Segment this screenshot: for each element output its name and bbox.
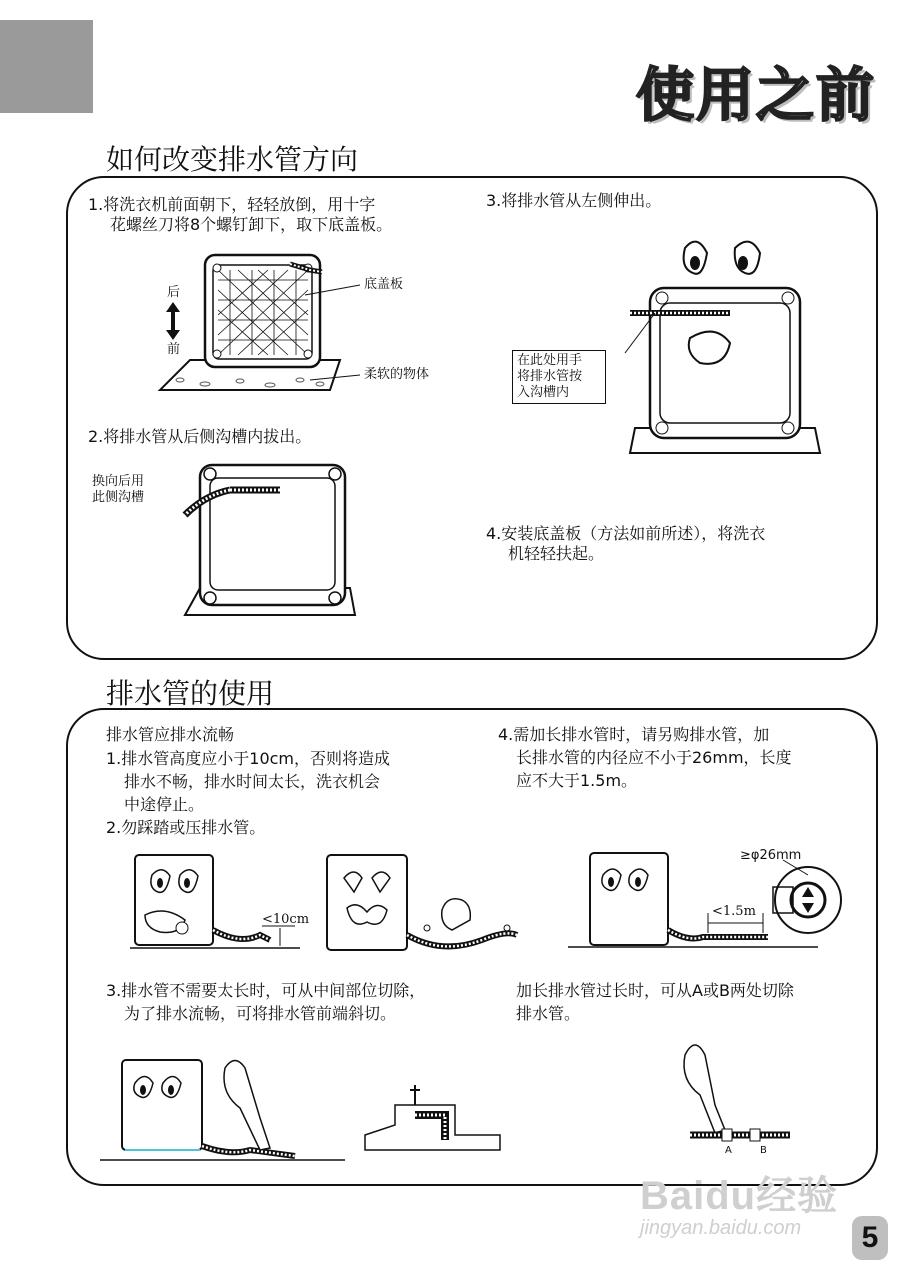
item1-line1: 1.排水管高度应小于10cm，否则将造成 (106, 749, 391, 768)
figure-extension-hose (568, 845, 848, 955)
callout2-line1: 换向后用 (92, 474, 145, 489)
item4-line3: 应不大于1.5m。 (516, 771, 638, 790)
figure-no-stepping (322, 850, 522, 960)
step2: 2.将排水管从后侧沟槽内拔出。 (88, 427, 312, 446)
label-length: <1.5m (712, 904, 756, 919)
figure-height-limit (130, 850, 305, 950)
callout3-line2: 将排水管按 (517, 369, 583, 384)
step3: 3.将排水管从左侧伸出。 (486, 191, 662, 210)
callout3-line1: 在此处用手 (517, 353, 583, 368)
item2: 2.勿踩踏或压排水管。 (106, 818, 266, 837)
label-height: <10cm (262, 912, 310, 927)
label-diameter: ≥φ26mm (740, 848, 802, 863)
item4-line1: 4.需加长排水管时，请另购排水管，加 (498, 725, 770, 744)
figure-cut-middle (100, 1048, 350, 1163)
figure-left-exit (615, 228, 830, 458)
item3-line1: 3.排水管不需要太长时，可从中间部位切除， (106, 981, 426, 1000)
step4-line1: 4.安装底盖板（方法如前所述），将洗衣 (486, 524, 766, 543)
item1-line2: 排水不畅，排水时间太长，洗衣机会 (124, 772, 381, 791)
page-title: 使用之前 (635, 61, 876, 129)
figure-cut-a-b (680, 1035, 800, 1155)
extend-line2: 排水管。 (516, 1004, 581, 1023)
step1-line1: 1.将洗衣机前面朝下，轻轻放倒，用十字 (88, 195, 376, 214)
label-b: B (760, 1145, 767, 1156)
callout2-line2: 此侧沟槽 (92, 490, 145, 505)
watermark (640, 1164, 838, 1240)
label-bottom-cover: 底盖板 (364, 277, 404, 292)
section-heading-drain-direction: 如何改变排水管方向 (106, 143, 359, 176)
page-number: 5 (852, 1216, 888, 1260)
item1-line3: 中途停止。 (124, 795, 205, 814)
label-back: 后 (167, 285, 181, 300)
label-a: A (725, 1145, 732, 1156)
watermark-url: jingyan.baidu.com (640, 1217, 802, 1239)
double-arrow-icon (166, 302, 180, 340)
label-front: 前 (167, 342, 181, 357)
step4-line2: 机轻轻扶起。 (508, 544, 605, 563)
section-heading-drain-usage: 排水管的使用 (106, 677, 275, 710)
callout3-line3: 入沟槽内 (517, 385, 570, 400)
figure-rear-groove (180, 460, 370, 620)
corner-gray-block (0, 20, 93, 113)
label-soft-object: 柔软的物体 (364, 367, 430, 382)
step1-line2: 花螺丝刀将8个螺钉卸下，取下底盖板。 (110, 215, 393, 234)
figure-bottom-cover (160, 250, 350, 395)
item3-line2: 为了排水流畅，可将排水管前端斜切。 (124, 1004, 397, 1023)
watermark-brand: Baidu经验 (640, 1174, 839, 1218)
extend-line1: 加长排水管过长时，可从A或B两处切除 (516, 981, 794, 1000)
figure-angled-cut (365, 1085, 505, 1160)
intro: 排水管应排水流畅 (106, 725, 235, 744)
item4-line2: 长排水管的内径应不小于26mm，长度 (516, 748, 792, 767)
